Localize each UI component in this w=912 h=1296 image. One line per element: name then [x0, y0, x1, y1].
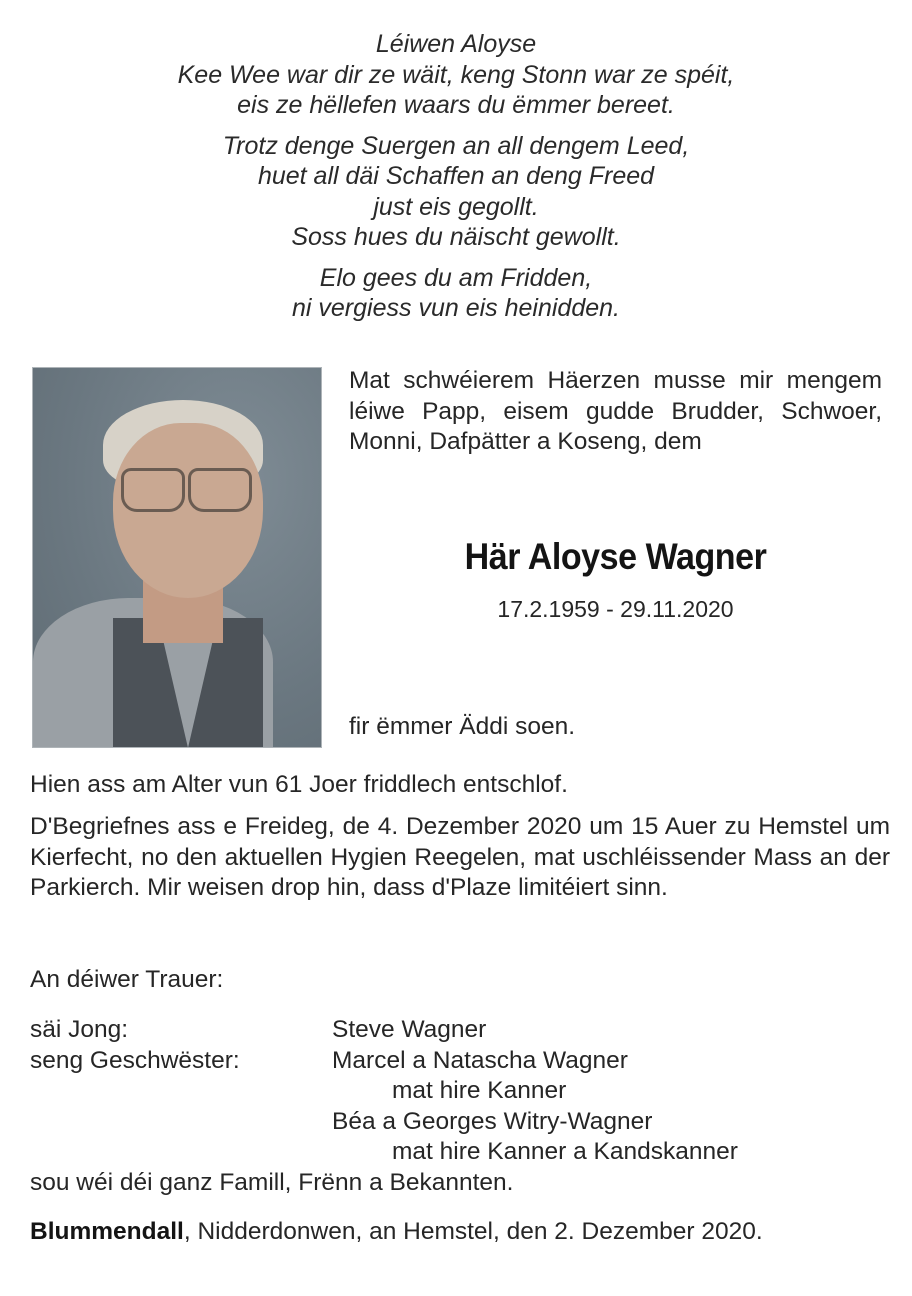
poem-stanza-1	[0, 29, 912, 121]
sibling-note: mat hire Kanner	[392, 1077, 567, 1104]
poem-line: eis ze hëllefen waars du ëmmer bereet.	[237, 91, 675, 119]
poem-line: ni vergiess vun eis heinidden.	[292, 294, 620, 322]
photo-glasses-left	[121, 468, 185, 512]
poem-line: Léiwen Aloyse	[375, 30, 537, 58]
siblings-label: seng Geschwëster:	[30, 1046, 240, 1074]
signature-line	[30, 1217, 890, 1248]
deceased-name: Här Aloyse Wagner	[464, 536, 767, 577]
mourners-heading: An déiwer Trauer:	[30, 966, 224, 993]
funeral-details: D'Begriefnes ass e Freideg, de 4. Dezember 2020 um 15 Auer zu Hemstel um Kierfecht, no den aktuellen Hygien Reegelen, mat uschléissender Mass an der Parkierch. Mir weisen drop hin, dass d'Plaze limitéiert sinn.	[30, 813, 890, 901]
signature-rest: , Nidderdonwen, an Hemstel, den 2. Dezember 2020.	[183, 1218, 763, 1245]
announcement-intro: Mat schwéierem Häerzen musse mir mengem léiwe Papp, eisem gudde Brudder, Schwoer, Monni, Dafpätter a Koseng, dem	[349, 367, 882, 455]
mourners-closing: sou wéi déi ganz Famill, Frënn a Bekannten.	[30, 1169, 514, 1196]
poem-stanza-3	[0, 263, 912, 324]
son-label: säi Jong:	[30, 1016, 129, 1043]
poem-stanza-2	[0, 131, 912, 253]
sibling-note: mat hire Kanner a Kandskanner	[392, 1138, 738, 1165]
photo-glasses-right	[188, 468, 252, 512]
life-dates: 17.2.1959 - 29.11.2020	[497, 596, 734, 622]
poem-line: Kee Wee war dir ze wäit, keng Stonn war ze spéit,	[177, 60, 735, 89]
poem-line: Elo gees du am Fridden,	[319, 263, 593, 292]
poem-line: Soss hues du näischt gewollt.	[291, 223, 621, 251]
poem	[0, 29, 912, 334]
portrait-photo	[32, 367, 322, 748]
poem-line: Trotz denge Suergen an all dengem Leed,	[222, 131, 690, 160]
age-statement: Hien ass am Alter vun 61 Joer friddlech entschlof.	[30, 771, 568, 798]
son-name: Steve Wagner	[332, 1016, 487, 1043]
poem-line: huet all däi Schaffen an deng Freed	[257, 162, 655, 190]
sibling-names: Béa a Georges Witry-Wagner	[332, 1107, 653, 1135]
family-list	[30, 1015, 890, 1168]
signature-place: Blummendall	[30, 1218, 184, 1245]
farewell-line: fir ëmmer Äddi soen.	[349, 713, 576, 740]
sibling-names: Marcel a Natascha Wagner	[332, 1046, 628, 1074]
poem-line: just eis gegollt.	[373, 192, 539, 221]
family-row-siblings	[30, 1046, 890, 1077]
family-row-son	[30, 1015, 890, 1046]
